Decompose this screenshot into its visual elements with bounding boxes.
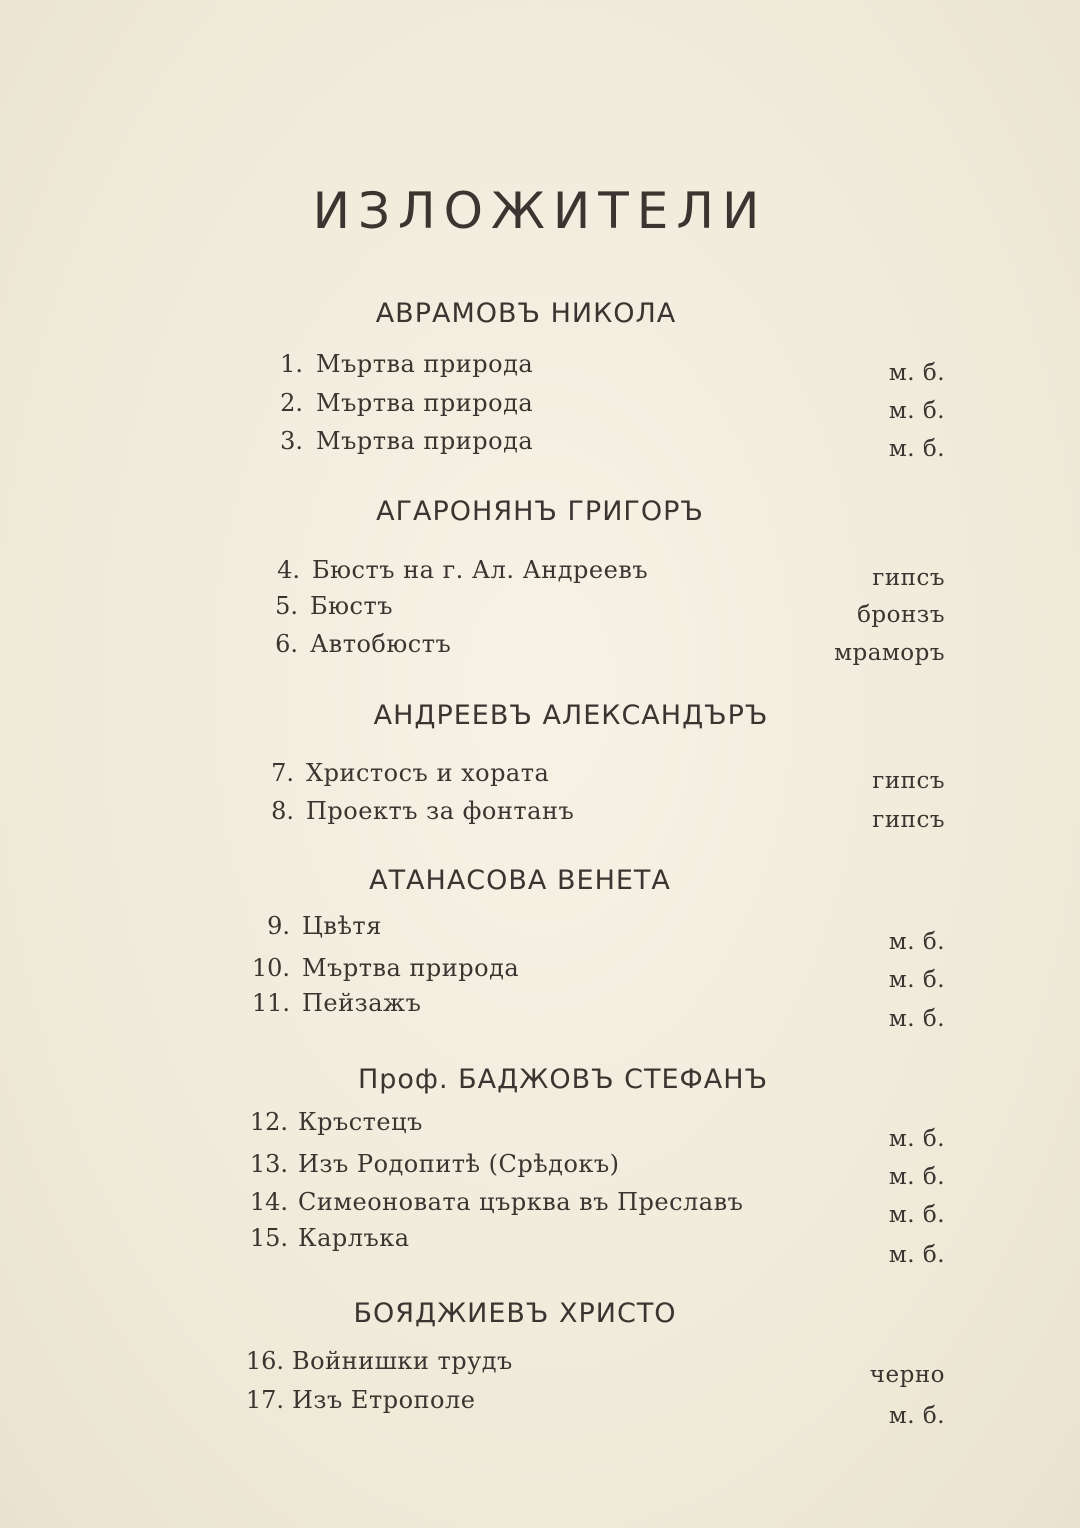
item-number: 6. (275, 630, 298, 658)
item-medium: бронзъ (857, 602, 945, 628)
item-medium: м. б. (888, 1242, 945, 1268)
item-number: 8. (271, 797, 294, 825)
item-number: 4. (277, 556, 300, 584)
item-title: Мъртва природа (316, 389, 534, 417)
exhibitor-heading: БОЯДЖИЕВЪ ХРИСТО (353, 1298, 677, 1329)
item-medium: м. б. (888, 1403, 945, 1429)
item-title: Мъртва природа (302, 954, 520, 982)
item-number: 14. (249, 1188, 288, 1216)
item-title: Христосъ и хората (306, 759, 550, 787)
exhibitor-heading: АВРАМОВЪ НИКОЛА (375, 298, 677, 329)
exhibitor-heading: АНДРЕЕВЪ АЛЕКСАНДЪРЪ (373, 700, 769, 731)
item-medium: м. б. (888, 1164, 945, 1190)
item-title: Карлъка (298, 1224, 410, 1252)
item-title: Бюстъ (310, 592, 394, 620)
item-title: Пейзажъ (302, 989, 422, 1017)
item-medium: м. б. (888, 360, 945, 386)
item-medium: м. б. (888, 1006, 945, 1032)
item-number: 17. (245, 1386, 284, 1414)
item-medium: м. б. (888, 436, 945, 462)
exhibitor-heading: АТАНАСОВА ВЕНЕТА (369, 865, 671, 896)
item-title: Кръстецъ (298, 1108, 423, 1136)
item-number: 5. (275, 592, 298, 620)
item-medium: м. б. (888, 967, 945, 993)
item-title: Изъ Етрополе (292, 1386, 476, 1414)
item-number: 13. (249, 1150, 288, 1178)
item-medium: гипсъ (872, 807, 945, 833)
item-medium: черно (869, 1362, 945, 1388)
item-number: 3. (280, 427, 303, 455)
item-title: Изъ Родопитѣ (Срѣдокъ) (298, 1150, 620, 1178)
item-medium: гипсъ (872, 768, 945, 794)
item-number: 10. (251, 954, 290, 982)
exhibitor-heading: АГАРОНЯНЪ ГРИГОРЪ (376, 496, 704, 527)
item-title: Симеоновата църква въ Преславъ (298, 1188, 744, 1216)
page-title: ИЗЛОЖИТЕЛИ (312, 182, 768, 240)
item-number: 11. (251, 989, 290, 1017)
item-number: 16. (245, 1347, 284, 1375)
item-medium: гипсъ (872, 565, 945, 591)
item-title: Войнишки трудъ (292, 1347, 513, 1375)
item-number: 15. (249, 1224, 288, 1252)
item-title: Мъртва природа (316, 350, 534, 378)
item-number: 2. (280, 389, 303, 417)
item-medium: мраморъ (834, 640, 945, 666)
item-medium: м. б. (888, 1202, 945, 1228)
item-title: Автобюстъ (310, 630, 452, 658)
exhibitor-heading: Проф. БАДЖОВЪ СТЕФАНЪ (357, 1064, 769, 1095)
item-number: 1. (280, 350, 303, 378)
item-title: Проектъ за фонтанъ (306, 797, 575, 825)
item-number: 9. (267, 912, 290, 940)
item-medium: м. б. (888, 1126, 945, 1152)
item-number: 12. (249, 1108, 288, 1136)
item-title: Мъртва природа (316, 427, 534, 455)
item-medium: м. б. (888, 929, 945, 955)
item-medium: м. б. (888, 398, 945, 424)
item-title: Бюстъ на г. Ал. Андреевъ (312, 556, 649, 584)
item-title: Цвѣтя (302, 912, 382, 940)
item-number: 7. (271, 759, 294, 787)
